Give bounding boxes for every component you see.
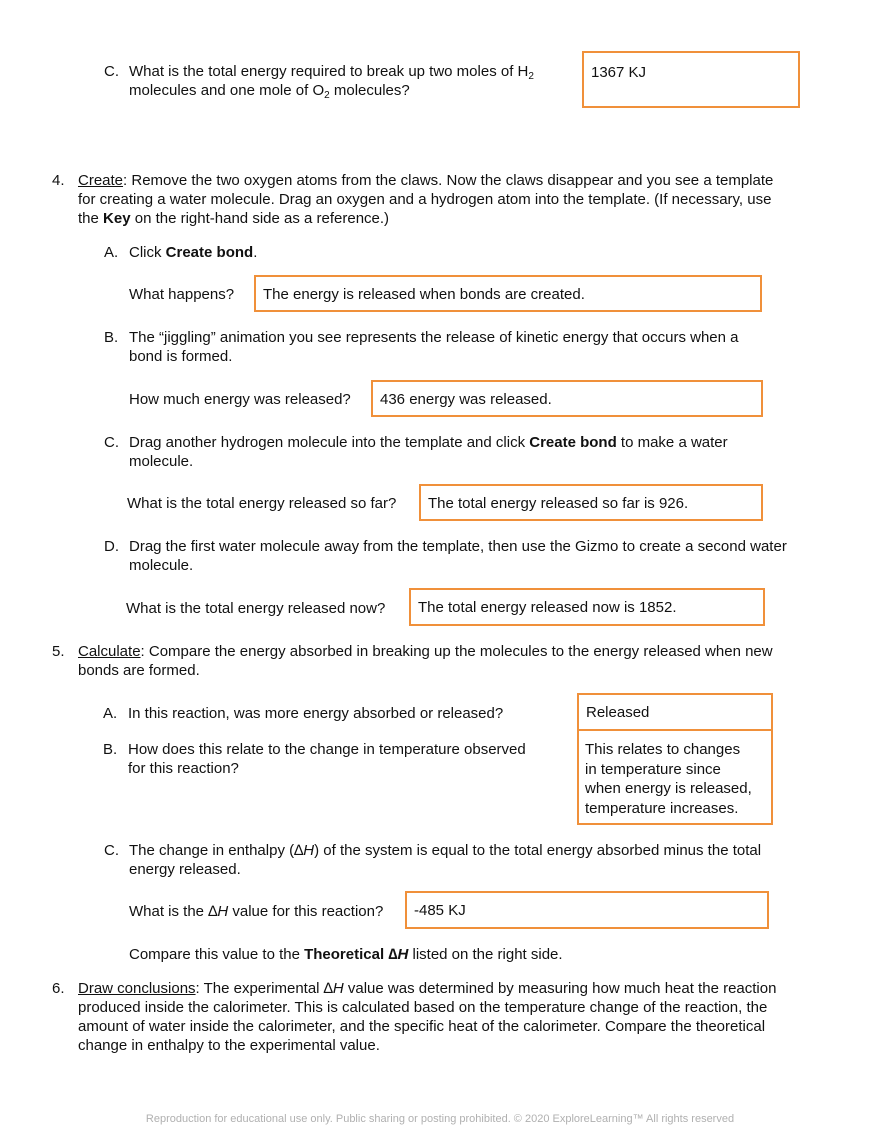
q6-line3: amount of water inside the calorimeter, and the specific heat of the calorimeter. Compare the theoretical	[78, 1018, 766, 1035]
q3c-line2: molecules and one mole of $O_2$ molecules?	[129, 82, 410, 101]
q4-label: Create	[78, 172, 124, 189]
q3c-letter: C.	[104, 63, 119, 80]
q4d-line1: Drag the first water molecule away from the template, then use the Gizmo to create a second water	[129, 538, 787, 555]
q4c-prompt: What is the total energy released so far?	[127, 495, 397, 512]
q4b-line2: bond is formed.	[129, 348, 233, 365]
q4a-instruction: Click Create bond.	[129, 244, 258, 261]
q5c-letter: C.	[104, 842, 119, 859]
q5a-answer-box[interactable]	[577, 693, 773, 731]
q4-line3: the Key on the right-hand side as a reference.)	[78, 210, 390, 227]
q6-line2: produced inside the calorimeter. This is calculated based on the temperature change of the reaction, the	[78, 999, 768, 1016]
q5a-answer: Released	[586, 704, 650, 721]
q4a-letter: A.	[104, 244, 119, 261]
q5-number: 5.	[52, 643, 65, 660]
q5a-question: In this reaction, was more energy absorbed or released?	[128, 705, 504, 722]
q4b-prompt: How much energy was released?	[129, 391, 351, 408]
q5c-line1: The change in enthalpy (∆H) of the system is equal to the total energy absorbed minus the total	[129, 842, 762, 859]
q4-line1: Create: Remove the two oxygen atoms from the claws. Now the claws disappear and you see a template	[78, 172, 774, 189]
q5c-answer-box[interactable]	[405, 891, 769, 929]
q4d-prompt: What is the total energy released now?	[126, 600, 386, 617]
q6-line1: Draw conclusions: The experimental ∆H value was determined by measuring how much heat the reaction	[78, 980, 777, 997]
q3c-line1: What is the total energy required to break up two moles of $H_2$	[129, 63, 534, 82]
q5b-letter: B.	[103, 741, 118, 758]
q4d-letter: D.	[104, 538, 119, 555]
q4b-answer: 436 energy was released.	[380, 391, 552, 408]
q5c-line2: energy released.	[129, 861, 241, 878]
q4c-line2: molecule.	[129, 453, 194, 470]
q5c-answer: -485 KJ	[414, 902, 466, 919]
q5b-answer-box[interactable]	[577, 729, 773, 825]
q6-line4: change in enthalpy to the experimental value.	[78, 1037, 380, 1054]
q4c-line1: Drag another hydrogen molecule into the template and click Create bond to make a water	[129, 434, 728, 451]
q3c-answer: 1367 KJ	[591, 64, 647, 81]
q4b-answer-box[interactable]	[371, 380, 763, 417]
q4b-line1: The “jiggling” animation you see represents the release of kinetic energy that occurs when a	[129, 329, 739, 346]
q4c-answer: The total energy released so far is 926.	[428, 495, 689, 512]
q5c-prompt: What is the ∆H value for this reaction?	[129, 903, 384, 920]
q5b-answer: This relates to changes in temperature since when energy is released, temperature increases.	[585, 741, 752, 817]
q5a-letter: A.	[103, 705, 118, 722]
footer-copyright: Reproduction for educational use only. Public sharing or posting prohibited. © 2020 ExploreLearning™ All rights reserved	[145, 1113, 735, 1125]
key-term: Key	[103, 210, 131, 227]
q4-line2: for creating a water molecule. Drag an oxygen and a hydrogen atom into the template. (If necessary, use	[78, 191, 772, 208]
q4c-answer-box[interactable]	[419, 484, 763, 521]
q5-label: Calculate	[78, 643, 141, 660]
q4a-answer-box[interactable]	[254, 275, 762, 312]
q4d-answer-box[interactable]	[409, 588, 765, 626]
q4-number: 4.	[52, 172, 65, 189]
q6-label: Draw conclusions	[78, 980, 196, 997]
q5b-line1: How does this relate to the change in temperature observed	[128, 741, 526, 758]
q5c-compare: Compare this value to the Theoretical ∆H listed on the right side.	[129, 946, 563, 963]
q6-number: 6.	[52, 980, 65, 997]
q4c-letter: C.	[104, 434, 119, 451]
q4d-answer: The total energy released now is 1852.	[418, 599, 677, 616]
q3c-answer-box[interactable]	[582, 51, 800, 108]
q5-line2: bonds are formed.	[78, 662, 200, 679]
q4d-line2: molecule.	[129, 557, 194, 574]
q4a-answer: The energy is released when bonds are created.	[263, 286, 585, 303]
q4b-letter: B.	[104, 329, 119, 346]
q5b-line2: for this reaction?	[128, 760, 239, 777]
q4a-prompt: What happens?	[129, 286, 235, 303]
q5-line1: Calculate: Compare the energy absorbed in breaking up the molecules to the energy released when new	[78, 643, 773, 660]
